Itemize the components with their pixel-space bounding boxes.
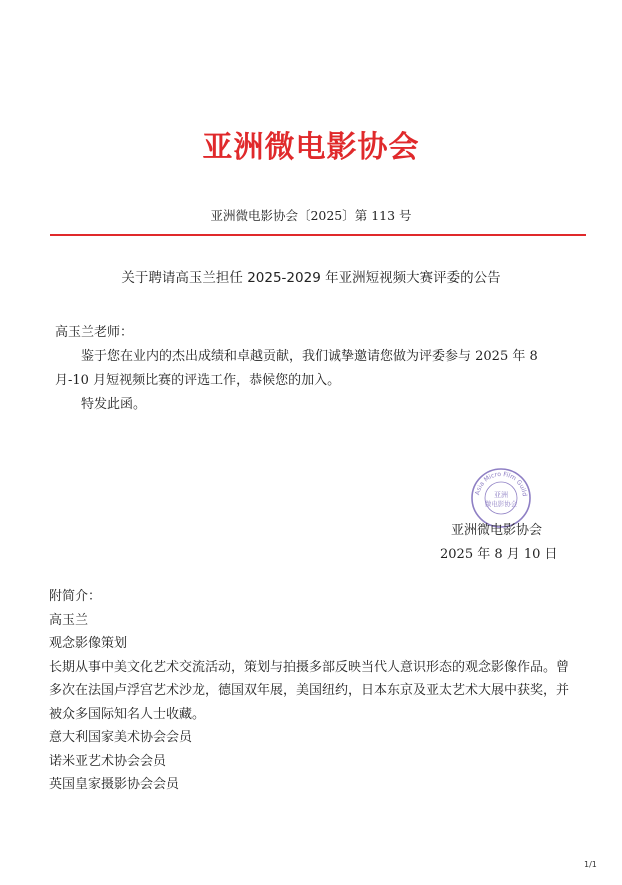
membership-item: 诺米亚艺术协会会员: [49, 753, 167, 769]
membership-item: 意大利国家美术协会会员: [49, 730, 193, 745]
red-divider: [50, 234, 586, 236]
membership-item: 英国皇家摄影协会会员: [49, 777, 180, 792]
seal-center-line-2: 微电影协会: [484, 500, 518, 508]
org-header: 亚洲微电影协会: [202, 130, 420, 165]
page-counter: 1/1: [584, 860, 597, 869]
letter-body: 鉴于您在业内的杰出成绩和卓越贡献，我们诚挚邀请您做为评委参与 2025 年 8 月-10 月短视频比赛的评选工作，恭候您的加入。: [55, 349, 538, 388]
signature-org: 亚洲微电影协会: [451, 523, 543, 538]
annex-bio: 长期从事中美文化艺术交流活动，策划与拍摄多部反映当代人意识形态的观念影像作品。曾多次在法国卢浮宫艺术沙龙，德国双年展，美国纽约，日本东京及亚太艺术大展中获奖，并被众多国际知名人士收藏。: [49, 659, 570, 722]
seal-center-line-1: 亚洲: [494, 491, 508, 499]
annex-heading: 附简介：: [49, 589, 102, 604]
closing-line: 特发此函。: [81, 397, 147, 412]
signature-date: 2025 年 8 月 10 日: [440, 547, 558, 562]
seal-ring-text: Asia Micro Film Guild: [474, 470, 528, 497]
annex-role: 观念影像策划: [49, 636, 128, 651]
annex-section: [49, 585, 589, 797]
document-title: 关于聘请高玉兰担任 2025-2029 年亚洲短视频大赛评委的公告: [121, 270, 501, 286]
document-number: 亚洲微电影协会〔2025〕第 113 号: [210, 208, 412, 223]
annex-name: 高玉兰: [49, 612, 89, 628]
salutation: 高玉兰老师：: [55, 325, 134, 340]
